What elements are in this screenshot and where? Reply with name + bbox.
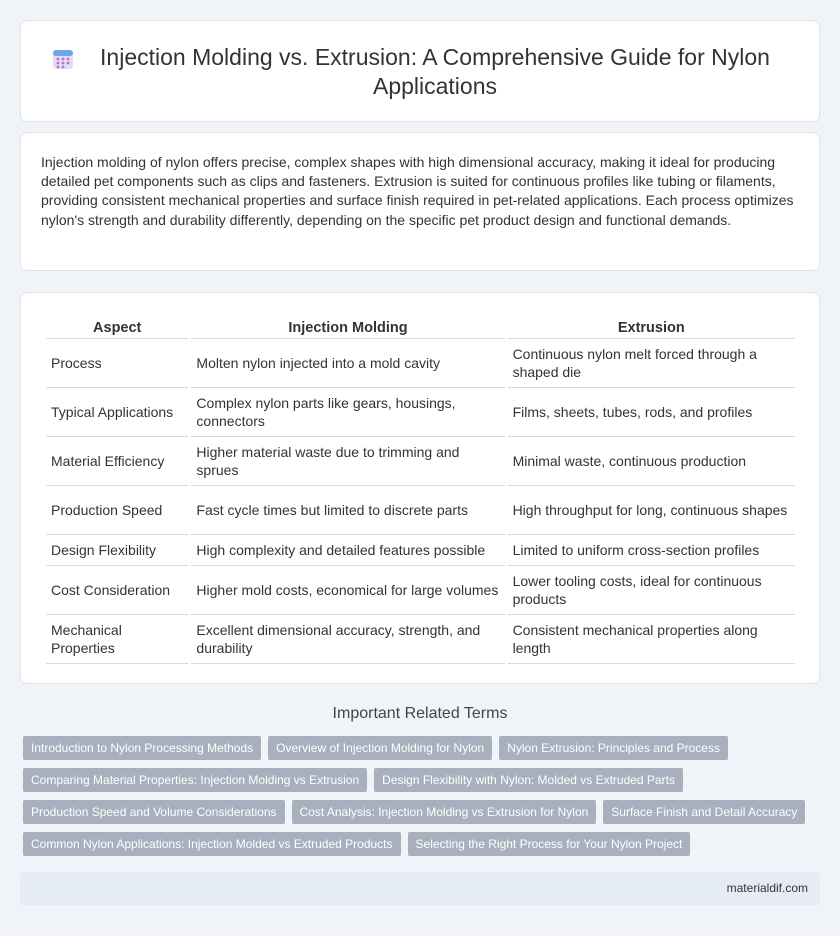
title-wrap [51, 43, 799, 101]
row-injection: Excellent dimensional accuracy, strength, and durability [191, 615, 504, 664]
row-extrusion: Limited to uniform cross-section profiles [508, 535, 795, 566]
table-row [46, 535, 795, 566]
intro-paragraph: Injection molding of nylon offers precise, complex shapes with high dimensional accuracy, making it ideal for producing detailed pet components such as clips and fasteners. Extrusion is suited for continuous profiles like tubing or filaments, providing consistent mechanical properties and surface finish required in pet-related applications. Each process optimizes nylon's strength and durability differently, depending on the specific pet product design and functional demands. [41, 154, 794, 228]
row-aspect: Material Efficiency [46, 437, 188, 486]
row-extrusion: Continuous nylon melt forced through a shaped die [508, 339, 795, 388]
related-term-tag[interactable]: Nylon Extrusion: Principles and Process [499, 736, 728, 760]
related-term-tag[interactable]: Selecting the Right Process for Your Nylon Project [408, 832, 691, 856]
table-row [46, 339, 795, 388]
comparison-table [43, 315, 798, 664]
row-aspect: Production Speed [46, 486, 188, 535]
related-term-tag[interactable]: Design Flexibility with Nylon: Molded vs Extruded Parts [374, 768, 683, 792]
row-injection: Complex nylon parts like gears, housings, connectors [191, 388, 504, 437]
comparison-table-card [20, 292, 820, 684]
header-injection-molding: Injection Molding [191, 315, 504, 339]
row-injection: High complexity and detailed features possible [191, 535, 504, 566]
related-term-tag[interactable]: Cost Analysis: Injection Molding vs Extrusion for Nylon [292, 800, 597, 824]
row-injection: Fast cycle times but limited to discrete parts [191, 486, 504, 535]
page-title: Injection Molding vs. Extrusion: A Comprehensive Guide for Nylon Applications [100, 44, 770, 99]
title-card [20, 20, 820, 122]
row-extrusion: Minimal waste, continuous production [508, 437, 795, 486]
row-aspect: Design Flexibility [46, 535, 188, 566]
footer [20, 872, 820, 905]
row-extrusion: Consistent mechanical properties along length [508, 615, 795, 664]
row-aspect: Typical Applications [46, 388, 188, 437]
table-row [46, 437, 795, 486]
table-row [46, 486, 795, 535]
related-term-tag[interactable]: Overview of Injection Molding for Nylon [268, 736, 492, 760]
row-aspect: Process [46, 339, 188, 388]
related-term-tag[interactable]: Common Nylon Applications: Injection Molded vs Extruded Products [23, 832, 401, 856]
related-terms-list [23, 736, 823, 856]
row-extrusion: High throughput for long, continuous shapes [508, 486, 795, 535]
related-term-tag[interactable]: Comparing Material Properties: Injection Molding vs Extrusion [23, 768, 367, 792]
row-extrusion: Films, sheets, tubes, rods, and profiles [508, 388, 795, 437]
table-row [46, 615, 795, 664]
row-injection: Higher mold costs, economical for large volumes [191, 566, 504, 615]
related-term-tag[interactable]: Production Speed and Volume Considerations [23, 800, 285, 824]
row-aspect: Mechanical Properties [46, 615, 188, 664]
table-row [46, 388, 795, 437]
table-header-row [46, 315, 795, 339]
header-aspect: Aspect [46, 315, 188, 339]
row-aspect: Cost Consideration [46, 566, 188, 615]
row-injection: Higher material waste due to trimming and sprues [191, 437, 504, 486]
related-terms-heading: Important Related Terms [332, 705, 508, 722]
related-term-tag[interactable]: Introduction to Nylon Processing Methods [23, 736, 261, 760]
row-injection: Molten nylon injected into a mold cavity [191, 339, 504, 388]
header-extrusion: Extrusion [508, 315, 795, 339]
footer-site-link[interactable]: materialdif.com [726, 881, 808, 895]
related-term-tag[interactable]: Surface Finish and Detail Accuracy [603, 800, 805, 824]
row-extrusion: Lower tooling costs, ideal for continuous products [508, 566, 795, 615]
table-row [46, 566, 795, 615]
intro-card [20, 132, 820, 271]
